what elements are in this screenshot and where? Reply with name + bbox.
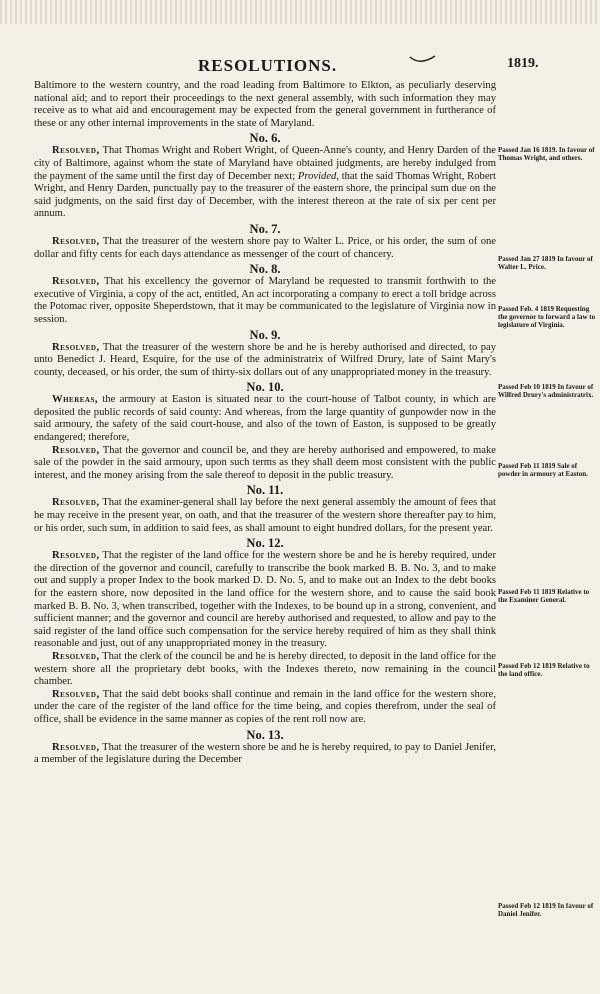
resolution-10-paragraph: [34, 445, 496, 483]
paragraph-lead: Resolved,: [52, 444, 100, 456]
resolution-8-paragraph: [34, 276, 496, 326]
paragraph-lead: Resolved,: [52, 145, 100, 157]
paragraph-lead: Resolved,: [52, 688, 100, 700]
paragraph-lead: Resolved,: [52, 341, 100, 353]
resolution-10-preamble: [34, 394, 496, 444]
resolution-number-8: No. 8.: [249, 262, 281, 277]
ink-mark-icon: [408, 54, 438, 66]
resolution-number-9: No. 9.: [249, 327, 281, 342]
resolution-number-6: No. 6.: [249, 131, 281, 146]
paragraph-lead: Resolved,: [52, 235, 100, 247]
scan-noise: [0, 0, 600, 24]
paragraph-text: That the treasurer of the western shore be and he is hereby authorised and directed, to pay unto Benedict J. Heard, Esquire, for the use of the administratrix of Wilfred Drury, late of Saint Mary's county, deceased, or his order, the sum of thirty-six dollars out of any unappropriated money in the treasury.: [34, 341, 496, 378]
page-title: RESOLUTIONS.: [198, 56, 338, 75]
paragraph-lead: Resolved,: [52, 276, 100, 288]
resolution-number-12: No. 12.: [246, 536, 284, 551]
paragraph-lead: Resolved,: [52, 741, 100, 753]
paragraph-lead: Resolved,: [52, 650, 100, 662]
margin-note-11: Passed Feb 11 1819 Relative to the Examiner General.: [498, 588, 590, 604]
intro-paragraph: Baltimore to the western country, and the road leading from Baltimore to Elkton, as peculiarly deserving national aid; and to report their proceedings to the next general assembly, with such information they may receive as to what aid and encouragement may be expected from the general government in furtherance of these or any other internal improvements in the state of Maryland.: [34, 80, 496, 129]
margin-note-6: Passed Jan 16 1819. In favour of Thomas Wright, and others.: [498, 146, 595, 162]
paragraph-text: That the said debt books shall continue and remain in the land office for the western shore, under the care of the register of the land office for the time being, and copies therefrom, under the seal of office, shall be evidence in the same manner as copies of the rent roll now are.: [34, 688, 496, 725]
paragraph-text: the armoury at Easton is situated near to the court-house of Talbot county, in which are deposited the public records of said county: And whereas, from the large quantity of gunpowder now in the said armoury, the safety of the said court-house, and also of the town of Easton, is supposed to be greatly endangered; therefore,: [34, 394, 496, 444]
paragraph-italic: Provided,: [297, 170, 339, 182]
resolution-11-paragraph: [34, 497, 496, 535]
resolution-12-paragraph-2: [34, 651, 496, 689]
resolution-number-10: No. 10.: [246, 380, 284, 395]
paragraph-text: That the treasurer of the western shore be and he is hereby required, to pay to Daniel Jenifer, a member of the legislature during the December: [34, 741, 496, 766]
margin-note-8: Passed Feb. 4 1819 Requesting the governor to forward a law to legislature of Virginia.: [498, 305, 596, 329]
margin-note-10: Passed Feb 11 1819 Sale of powder in armoury at Easton.: [498, 462, 588, 478]
resolution-number-11: No. 11.: [246, 483, 284, 498]
resolution-13-paragraph: [34, 742, 496, 767]
margin-note-13: Passed Feb 12 1819 In favour of Daniel Jenifer.: [498, 902, 594, 918]
paragraph-text: That the treasurer of the western shore pay to Walter L. Price, or his order, the sum of one dollar and fifty cents for each days attendance as messenger of the court of chancery.: [34, 235, 496, 260]
paragraph-lead: Resolved,: [52, 550, 100, 562]
resolution-9-paragraph: [34, 342, 496, 380]
resolution-7-paragraph: [34, 236, 496, 261]
paragraph-lead: Whereas,: [52, 394, 99, 406]
resolution-6-paragraph: [34, 145, 496, 221]
resolution-number-7: No. 7.: [249, 221, 281, 236]
paragraph-text: that the said Thomas Wright, Robert Wright, and Henry Darden, punctually pay to the treasurer of the eastern shore, the principal sum due on the said judgments, on the said first day of December, with the interest thereon at the rate of six per cent per annum.: [34, 170, 496, 220]
margin-note-12: Passed Feb 12 1819 Relative to the land office.: [498, 662, 590, 678]
resolution-12-paragraph-1: [34, 550, 496, 651]
paragraph-text: That the governor and council be, and they are hereby authorised and empowered, to make sale of the powder in the said armoury, upon such terms as they shall deem most consistent with the public interest, and the money arising from the sale thereof to deposit in the public treasury.: [34, 444, 496, 481]
margin-note-9: Passed Feb 10 1819 In favour of Wilfred Drury's administratrix.: [498, 383, 594, 399]
paragraph-text: That the register of the land office for the western shore be and he is hereby required, under the direction of the governor and council, carefully to transcribe the book marked B. B. No. 3, and to make out and supply a proper Index to the book marked D. D. No. 5, and to make out an Index to the debt books for the eastern shore, now deposited in the land office for the western shore, and to cause the said book marked B. B. No. 3, when transcribed, together with the Indexes, to be bound up in a strong, convenient, and sufficient manner; and the governor and council are hereby authorised and requested, to allow and pay to the said register of the land office such compensation for the service hereby required of him as they shall think reasonable and just, out of any unappropriated money in the treasury.: [34, 550, 496, 650]
paragraph-text: That the clerk of the council be and he is hereby directed, to deposit in the land office for the western shore all the proprietary debt books, with the Indexes thereto, now remaining in the council chamber.: [34, 650, 496, 688]
paragraph-text: That Thomas Wright and Robert Wright, of Queen-Anne's county, and Henry Darden of the city of Baltimore, against whom the state of Maryland have obtained judgments, are hereby indulged from the payment of the same until the first day of December next;: [34, 145, 496, 182]
paragraph-lead: Resolved,: [52, 497, 100, 509]
margin-note-7: Passed Jan 27 1819 In favour of Walter L. Price.: [498, 255, 593, 271]
paragraph-text: That his excellency the governor of Maryland be requested to transmit forthwith to the executive of Virginia, a copy of the act, entitled, An act incorporating a company to erect a toll bridge across the Potomac river, opposite Sheperdstown, that it may be communicated to the legislature of Virginia now in session.: [34, 276, 496, 325]
page-year: 1819.: [507, 56, 539, 71]
resolution-number-13: No. 13.: [246, 727, 284, 742]
resolution-12-paragraph-3: [34, 689, 496, 727]
resolutions-column: [34, 80, 496, 767]
paragraph-text: That the examiner-general shall lay before the next general assembly the amount of fees that he may receive in the present year, on oath, and that the treasurer of the western shore thereafter pay to him, or his order, such sum, in addition to said fees, as shall amount to eight hundred dollars, for the present year.: [34, 497, 496, 534]
page-header: [0, 56, 600, 82]
